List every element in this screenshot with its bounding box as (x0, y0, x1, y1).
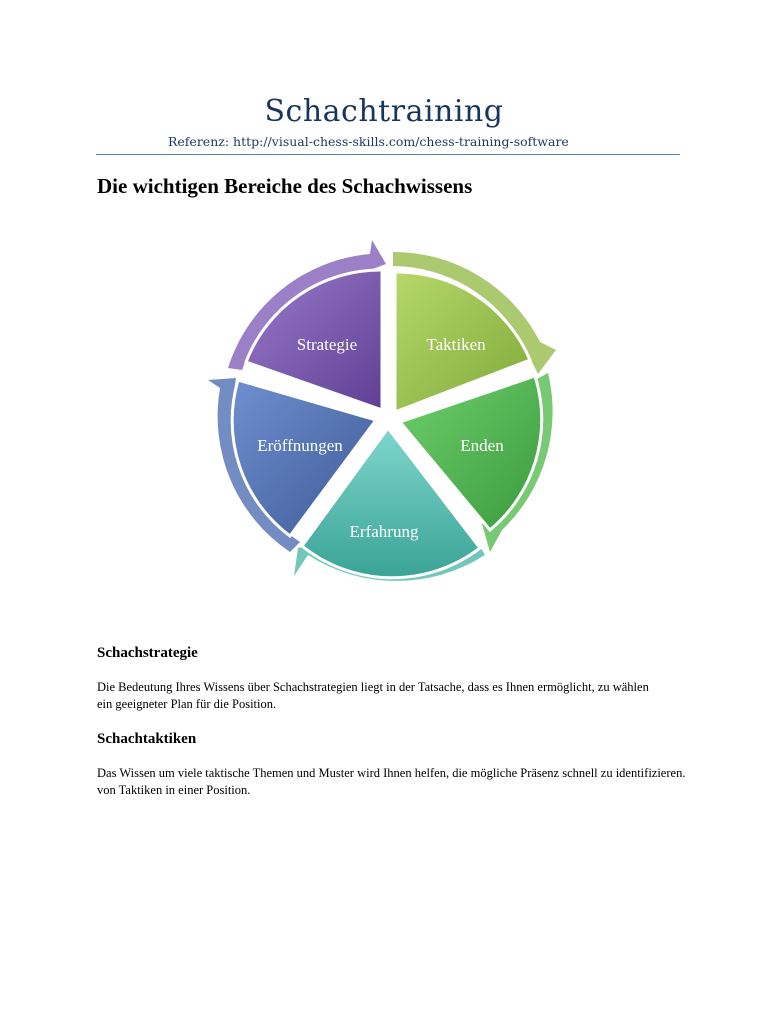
section-heading-tactics: Schachtaktiken (97, 731, 197, 747)
reference-line: Referenz: http://visual-chess-skills.com/chess-training-software (168, 134, 569, 149)
cycle-diagram (190, 230, 580, 600)
label-erfahrung: Erfahrung (349, 522, 419, 541)
paragraph-line: Das Wissen um viele taktische Themen und Muster wird Ihnen helfen, die mögliche Präsenz schnell zu identifizieren. (97, 766, 686, 780)
section-heading-strategy: Schachstrategie (97, 645, 198, 661)
section-paragraph-tactics (97, 765, 717, 799)
paragraph-line: ein geeigneter Plan für die Position. (97, 697, 277, 711)
section-paragraph-strategy (97, 679, 717, 713)
label-strategie: Strategie (296, 335, 358, 354)
label-enden: Enden (460, 436, 504, 455)
main-heading: Die wichtigen Bereiche des Schachwissens (97, 174, 473, 198)
paragraph-line: von Taktiken in einer Position. (97, 783, 251, 797)
label-taktiken: Taktiken (426, 335, 486, 354)
document-title: Schachtraining (264, 94, 504, 129)
label-eroeffnungen: Eröffnungen (257, 436, 343, 455)
paragraph-line: Die Bedeutung Ihres Wissens über Schachstrategien liegt in der Tatsache, dass es Ihnen ermöglicht, zu wählen (97, 680, 649, 694)
title-divider (96, 154, 680, 155)
